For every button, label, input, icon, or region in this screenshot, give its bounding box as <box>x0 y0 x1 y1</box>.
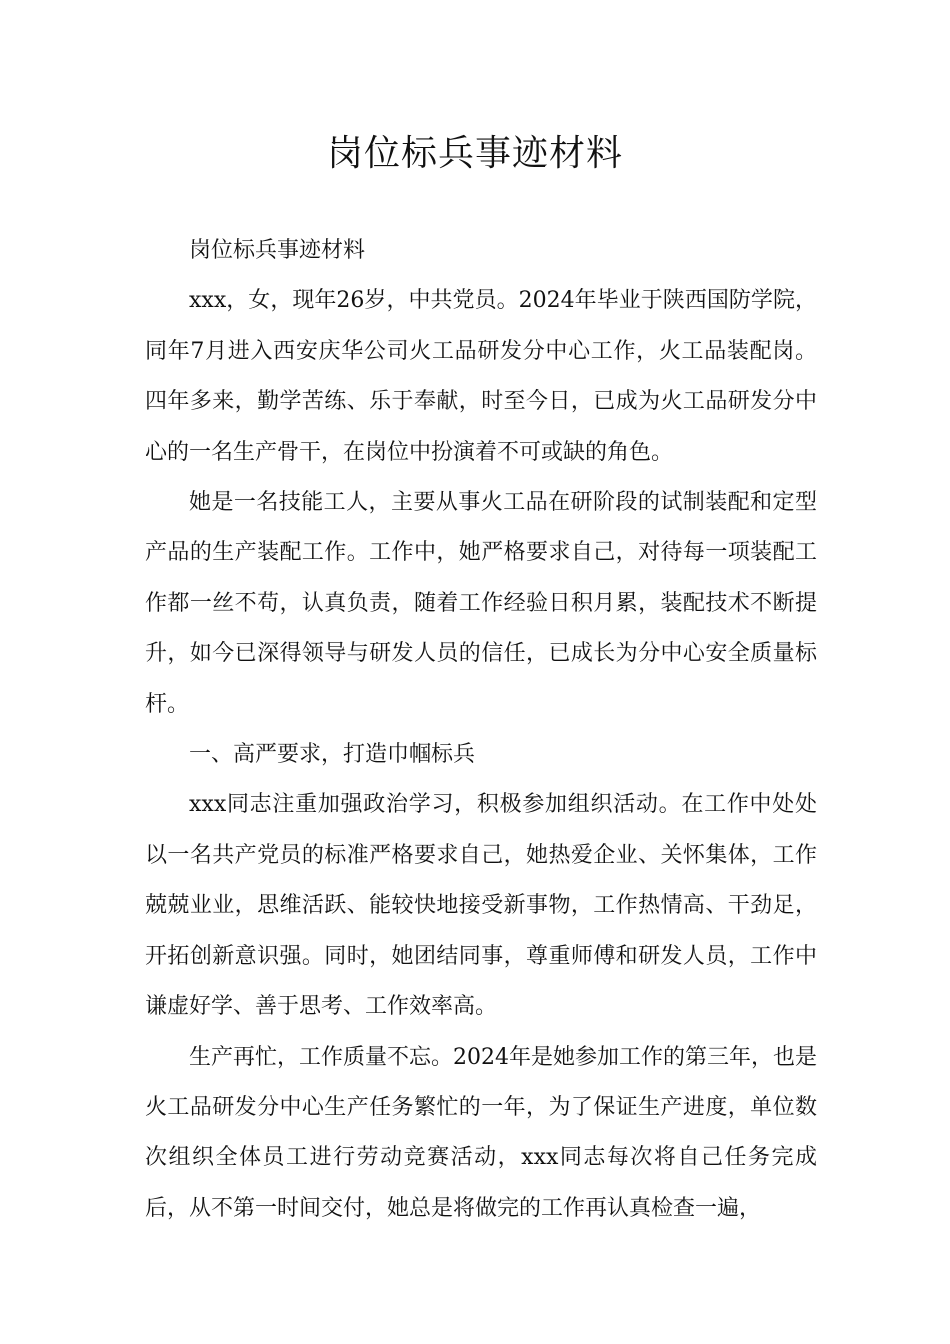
paragraph-skills: 她是一名技能工人，主要从事火工品在研阶段的试制装配和定型产品的生产装配工作。工作中，她严格要求自己，对待每一项装配工作都一丝不苟，认真负责，随着工作经验日积月累，装配技术不断提升，如今已深得领导与研发人员的信任，已成长为分中心安全质量标杆。 <box>145 490 817 717</box>
paragraph-intro: xxx，女，现年26岁，中共党员。2024年毕业于陕西国防学院，同年7月进入西安庆华公司火工品研发分中心工作，火工品装配岗。四年多来，勤学苦练、乐于奉献，时至今日，已成为火工品研发分中心的一名生产骨干，在岗位中扮演着不可或缺的角色。 <box>145 288 817 465</box>
document-body <box>145 226 817 1234</box>
paragraph-political-study: xxx同志注重加强政治学习，积极参加组织活动。在工作中处处以一名共产党员的标准严格要求自己，她热爱企业、关怀集体，工作兢兢业业，思维活跃、能较快地接受新事物，工作热情高、干劲足，开拓创新意识强。同时，她团结同事，尊重师傅和研发人员，工作中谦虚好学、善于思考、工作效率高。 <box>145 792 817 1020</box>
document-title: 岗位标兵事迹材料 <box>326 133 623 174</box>
paragraph-work-quality: 生产再忙，工作质量不忘。2024年是她参加工作的第三年，也是火工品研发分中心生产任务繁忙的一年，为了保证生产进度，单位数次组织全体员工进行劳动竞赛活动，xxx同志每次将自己任务完成后，从不第一时间交付，她总是将做完的工作再认真检查一遍， <box>145 1044 817 1221</box>
subtitle: 岗位标兵事迹材料 <box>189 238 366 263</box>
section-heading: 一、高严要求，打造巾帼标兵 <box>189 742 476 768</box>
